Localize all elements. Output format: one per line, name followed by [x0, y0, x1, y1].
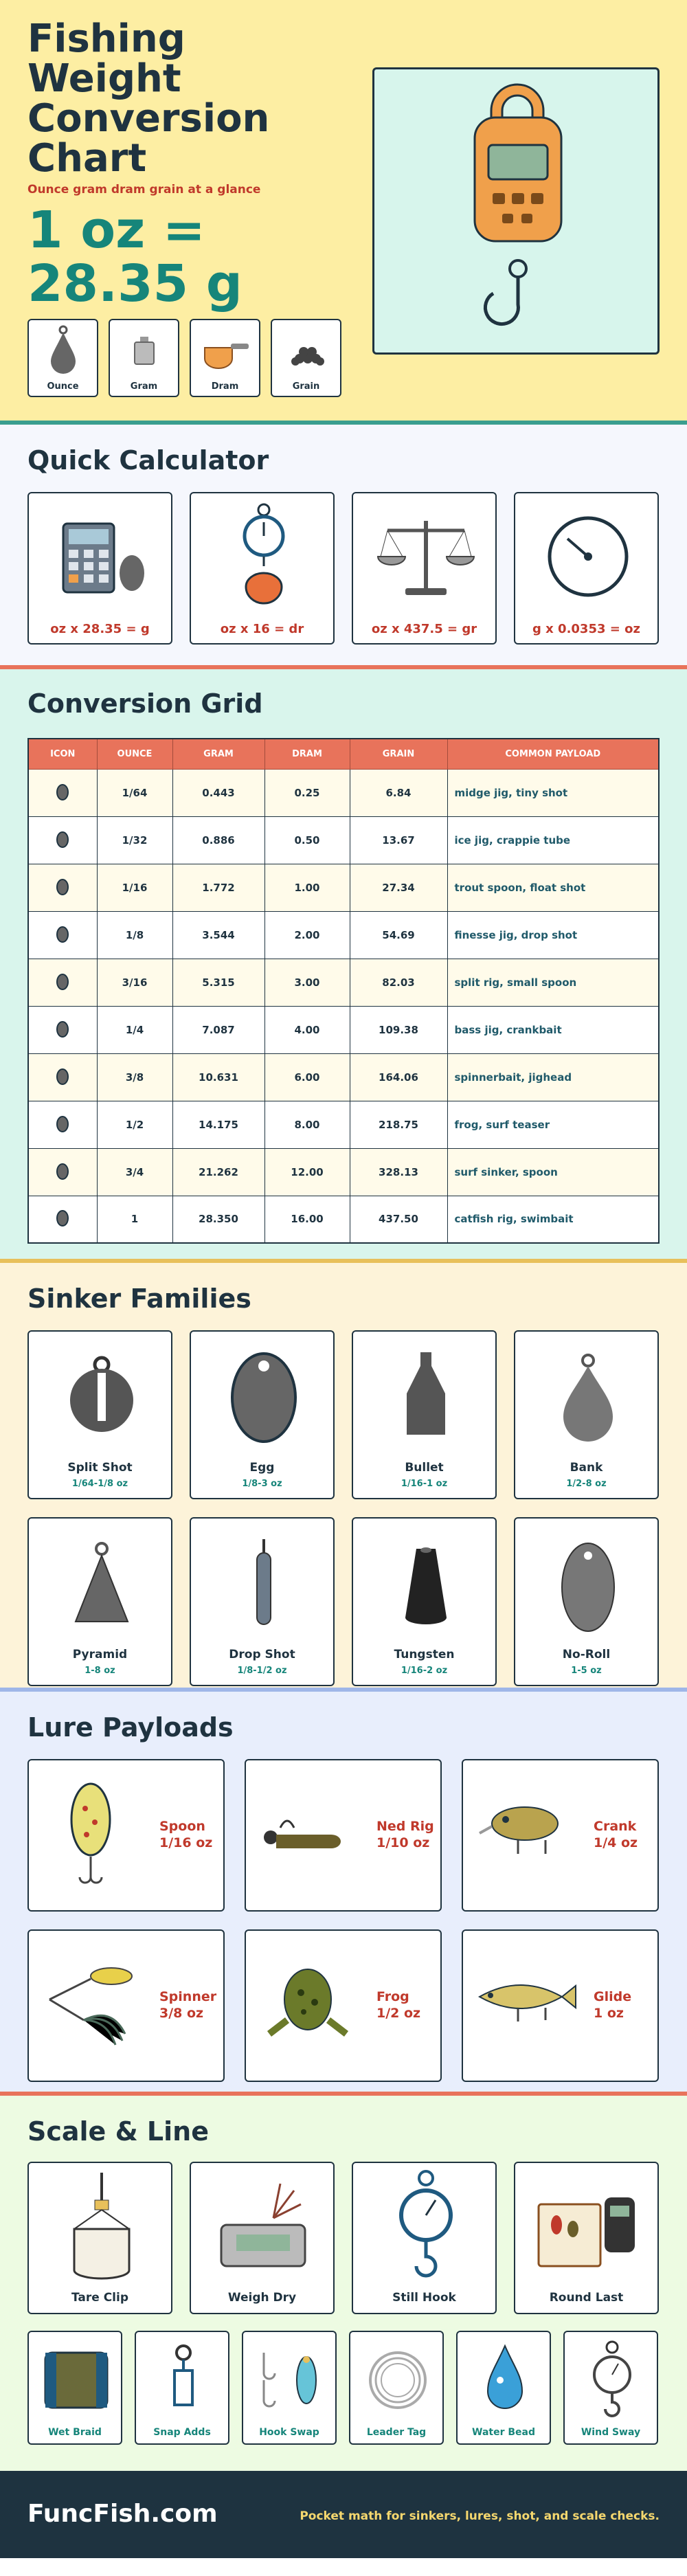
conversion-table: [27, 738, 660, 1244]
formula-text: oz x 437.5 = gr: [371, 622, 477, 636]
lure-card-glide[interactable]: [462, 1929, 659, 2082]
table-row: [28, 911, 659, 959]
sinker-range: 1/16-2 oz: [401, 1666, 448, 1676]
table-row: [28, 1196, 659, 1243]
sinker-range: 1/16-1 oz: [401, 1479, 448, 1489]
tip-card-wind-sway[interactable]: [563, 2331, 658, 2445]
row-icon-cell: [28, 816, 97, 864]
shot-icon: [52, 781, 73, 802]
tip-label: Hook Swap: [259, 2427, 319, 2438]
sinker-name: Drop Shot: [229, 1648, 295, 1661]
lure-name: Ned Rig: [376, 1819, 434, 1834]
tip-card-water-bead[interactable]: [456, 2331, 551, 2445]
hanging-scale-small-icon: [565, 2332, 660, 2421]
value-cell: 8.00: [264, 1101, 350, 1148]
value-cell: 109.38: [350, 1006, 447, 1053]
lure-card-frog[interactable]: [245, 1929, 442, 2082]
value-cell: 0.50: [264, 816, 350, 864]
pyramid-sinker-icon: [52, 1161, 73, 1181]
tip-card-still-hook[interactable]: [352, 2162, 497, 2314]
formula-text: oz x 28.35 = g: [50, 622, 150, 636]
value-cell: 6.84: [350, 769, 447, 816]
value-cell: 16.00: [264, 1196, 350, 1243]
calculator-section: [0, 425, 687, 669]
teardrop-weight-icon: [29, 320, 98, 375]
column-header: COMMON PAYLOAD: [447, 739, 659, 769]
sinker-card-bullet[interactable]: [352, 1330, 497, 1499]
lure-name: Glide: [594, 1989, 632, 2004]
formula-card-grams[interactable]: [27, 492, 172, 645]
payload-cell: trout spoon, float shot: [447, 864, 659, 911]
balance-scale-icon: [353, 493, 498, 610]
row-icon-cell: [28, 1101, 97, 1148]
payload-cell: midge jig, tiny shot: [447, 769, 659, 816]
table-row: [28, 959, 659, 1006]
sinker-name: Egg: [249, 1461, 275, 1475]
unit-card-grain[interactable]: [271, 319, 341, 397]
unit-label: Ounce: [47, 381, 79, 392]
hanging-scale-icon: [353, 2163, 498, 2287]
tip-card-round-last[interactable]: [514, 2162, 659, 2314]
sinker-card-egg[interactable]: [190, 1330, 335, 1499]
lure-weight: 1/10 oz: [376, 1835, 430, 1850]
value-cell: 1.00: [264, 864, 350, 911]
sinker-range: 1-8 oz: [85, 1666, 115, 1676]
unit-label: Gram: [130, 381, 158, 392]
column-header: GRAM: [172, 739, 264, 769]
egg-sinker-icon: [191, 1332, 336, 1455]
sinker-families-section: [0, 1263, 687, 1692]
sinker-range: 1/8-3 oz: [242, 1479, 282, 1489]
lure-title: Lure Payloads: [27, 1712, 234, 1743]
value-cell: 14.175: [172, 1101, 264, 1148]
value-cell: 1/32: [97, 816, 172, 864]
grain-pile-icon: [272, 320, 341, 375]
hero-subtitle: Ounce gram dram grain at a glance: [27, 183, 261, 197]
water-drop-lure-icon: [458, 2332, 552, 2421]
sinker-range: 1/64-1/8 oz: [71, 1479, 128, 1489]
sinker-card-tungsten[interactable]: [352, 1517, 497, 1686]
tip-card-snap-adds[interactable]: [135, 2331, 229, 2445]
lure-name: Spinner: [159, 1989, 217, 2004]
tip-label: Leader Tag: [366, 2427, 427, 2438]
sinker-card-drop-shot[interactable]: [190, 1517, 335, 1686]
hero-headline: 1 oz = 28.35 g: [27, 201, 243, 313]
drop-shot-sinker-icon: [191, 1519, 336, 1642]
snap-swivel-icon: [136, 2332, 231, 2421]
payload-cell: finesse jig, drop shot: [447, 911, 659, 959]
formula-text: oz x 16 = dr: [220, 622, 304, 636]
tip-card-leader-tag[interactable]: [349, 2331, 444, 2445]
jig-icon: [52, 829, 73, 849]
lure-card-spoon[interactable]: [27, 1759, 225, 1912]
hero-section: [0, 0, 687, 425]
table-row: [28, 1053, 659, 1101]
measuring-scoop-icon: [191, 320, 260, 375]
sinker-title: Sinker Families: [27, 1284, 251, 1314]
lure-name: Frog: [376, 1989, 409, 2004]
sinker-name: Bullet: [405, 1461, 444, 1475]
value-cell: 54.69: [350, 911, 447, 959]
digital-scale-icon: [374, 69, 662, 357]
value-cell: 164.06: [350, 1053, 447, 1101]
sinker-range: 1-5 oz: [571, 1666, 602, 1676]
lure-name: Spoon: [159, 1819, 205, 1834]
value-cell: 1/2: [97, 1101, 172, 1148]
tip-card-weigh-dry[interactable]: [190, 2162, 335, 2314]
grid-title: Conversion Grid: [27, 688, 263, 719]
spinner-lure-icon: [29, 1931, 153, 2082]
payload-cell: spinnerbait, jighead: [447, 1053, 659, 1101]
tip-label: Water Bead: [472, 2427, 535, 2438]
column-header: ICON: [28, 739, 97, 769]
formula-card-grains[interactable]: [352, 492, 497, 645]
value-cell: 0.886: [172, 816, 264, 864]
conversion-grid-section: [0, 669, 687, 1263]
value-cell: 5.315: [172, 959, 264, 1006]
bank-sinker-icon: [515, 1332, 660, 1455]
split-shot-icon: [29, 1332, 174, 1455]
tip-label: Round Last: [549, 2291, 624, 2305]
value-cell: 218.75: [350, 1101, 447, 1148]
value-cell: 0.443: [172, 769, 264, 816]
table-row: [28, 1101, 659, 1148]
value-cell: 27.34: [350, 864, 447, 911]
spring-scale-icon: [191, 493, 336, 610]
value-cell: 3.00: [264, 959, 350, 1006]
spoon-lure-icon: [29, 1760, 153, 1912]
lure-weight: 1/2 oz: [376, 2006, 421, 2021]
catfish-sinker-icon: [52, 1207, 73, 1228]
digital-scale-illustration: [372, 67, 660, 355]
sinker-card-pyramid[interactable]: [27, 1517, 172, 1686]
value-cell: 21.262: [172, 1148, 264, 1196]
crankbait-lure-icon: [463, 1760, 587, 1912]
glide-bait-lure-icon: [463, 1931, 587, 2082]
column-header: GRAIN: [350, 739, 447, 769]
value-cell: 13.67: [350, 816, 447, 864]
no-roll-sinker-icon: [515, 1519, 660, 1642]
value-cell: 2.00: [264, 911, 350, 959]
unit-card-ounce[interactable]: [27, 319, 98, 397]
pyramid-sinker-icon: [29, 1519, 174, 1642]
calculator-icon: [29, 493, 174, 610]
notebook-and-scale-icon: [515, 2163, 660, 2287]
footer-tagline: Pocket math for sinkers, lures, shot, and scale checks.: [300, 2509, 660, 2523]
table-row: [28, 1148, 659, 1196]
column-header: DRAM: [264, 739, 350, 769]
value-cell: 3/4: [97, 1148, 172, 1196]
page-title: Fishing Weight Conversion Chart: [27, 16, 270, 181]
table-row: [28, 769, 659, 816]
tip-label: Still Hook: [392, 2291, 456, 2305]
value-cell: 3/16: [97, 959, 172, 1006]
lure-weight: 1 oz: [594, 2006, 624, 2021]
hooks-and-lure-icon: [243, 2332, 338, 2421]
tip-label: Wet Braid: [48, 2427, 102, 2438]
sinker-name: Pyramid: [72, 1648, 128, 1661]
scale-line-section: [0, 2096, 687, 2471]
calculator-title: Quick Calculator: [27, 445, 269, 475]
formula-text: g x 0.0353 = oz: [532, 622, 640, 636]
sinker-name: Tungsten: [394, 1648, 455, 1661]
value-cell: 3.544: [172, 911, 264, 959]
unit-label: Grain: [292, 381, 320, 392]
tip-label: Wind Sway: [581, 2427, 641, 2438]
payload-cell: frog, surf teaser: [447, 1101, 659, 1148]
ned-rig-lure-icon: [246, 1760, 370, 1912]
table-row: [28, 864, 659, 911]
row-icon-cell: [28, 959, 97, 1006]
frog-lure-icon: [246, 1931, 370, 2082]
frog-icon: [52, 1113, 73, 1134]
sinker-card-no-roll[interactable]: [514, 1517, 659, 1686]
payload-cell: bass jig, crankbait: [447, 1006, 659, 1053]
value-cell: 1/16: [97, 864, 172, 911]
row-icon-cell: [28, 1148, 97, 1196]
spinnerbait-icon: [52, 1066, 73, 1086]
sinker-range: 1/8-1/2 oz: [237, 1666, 287, 1676]
sinker-card-bank[interactable]: [514, 1330, 659, 1499]
value-cell: 3/8: [97, 1053, 172, 1101]
value-cell: 6.00: [264, 1053, 350, 1101]
sinker-card-split-shot[interactable]: [27, 1330, 172, 1499]
value-cell: 0.25: [264, 769, 350, 816]
value-cell: 28.350: [172, 1196, 264, 1243]
sinker-name: Bank: [570, 1461, 603, 1475]
spoon-icon: [52, 876, 73, 897]
leader-coil-icon: [350, 2332, 445, 2421]
unit-card-dram[interactable]: [190, 319, 260, 397]
sinker-name: No-Roll: [562, 1648, 611, 1661]
lure-weight: 1/4 oz: [594, 1835, 638, 1850]
row-icon-cell: [28, 864, 97, 911]
value-cell: 12.00: [264, 1148, 350, 1196]
lure-card-spinner[interactable]: [27, 1929, 225, 2082]
value-cell: 437.50: [350, 1196, 447, 1243]
value-cell: 7.087: [172, 1006, 264, 1053]
tip-label: Weigh Dry: [227, 2291, 297, 2305]
payload-cell: surf sinker, spoon: [447, 1148, 659, 1196]
row-icon-cell: [28, 1053, 97, 1101]
value-cell: 1/4: [97, 1006, 172, 1053]
value-cell: 1.772: [172, 864, 264, 911]
payload-cell: catfish rig, swimbait: [447, 1196, 659, 1243]
unit-card-gram[interactable]: [109, 319, 179, 397]
row-icon-cell: [28, 1196, 97, 1243]
sinker-range: 1/2-8 oz: [566, 1479, 607, 1489]
tip-label: Tare Clip: [71, 2291, 128, 2305]
table-row: [28, 1006, 659, 1053]
row-icon-cell: [28, 769, 97, 816]
sinker-name: Split Shot: [67, 1461, 133, 1475]
tungsten-sinker-icon: [353, 1519, 498, 1642]
gauge-icon: [515, 493, 660, 610]
tip-card-hook-swap[interactable]: [242, 2331, 337, 2445]
payload-cell: split rig, small spoon: [447, 959, 659, 1006]
line-spool-icon: [29, 2332, 124, 2421]
lure-card-ned-rig[interactable]: [245, 1759, 442, 1912]
value-cell: 328.13: [350, 1148, 447, 1196]
round-sinker-icon: [52, 923, 73, 944]
bass-jig-icon: [52, 1018, 73, 1039]
formula-card-ounces[interactable]: [514, 492, 659, 645]
bullet-sinker-icon: [353, 1332, 498, 1455]
tip-card-tare-clip[interactable]: [27, 2162, 172, 2314]
value-cell: 1/8: [97, 911, 172, 959]
value-cell: 4.00: [264, 1006, 350, 1053]
tip-card-wet-braid[interactable]: [27, 2331, 122, 2445]
formula-card-drams[interactable]: [190, 492, 335, 645]
value-cell: 1: [97, 1196, 172, 1243]
unit-label: Dram: [211, 381, 239, 392]
payload-cell: ice jig, crappie tube: [447, 816, 659, 864]
column-header: OUNCE: [97, 739, 172, 769]
value-cell: 1/64: [97, 769, 172, 816]
scale-line-title: Scale & Line: [27, 2116, 209, 2147]
lure-payloads-section: [0, 1692, 687, 2096]
small-weight-icon: [110, 320, 179, 375]
lure-card-crank[interactable]: [462, 1759, 659, 1912]
digital-kitchen-scale-icon: [191, 2163, 336, 2287]
value-cell: 10.631: [172, 1053, 264, 1101]
lure-weight: 1/16 oz: [159, 1835, 213, 1850]
footer: [0, 2471, 687, 2558]
tare-clip-icon: [29, 2163, 174, 2287]
footer-brand-link[interactable]: FuncFish.com: [27, 2500, 218, 2528]
value-cell: 82.03: [350, 959, 447, 1006]
row-icon-cell: [28, 911, 97, 959]
table-row: [28, 816, 659, 864]
lure-weight: 3/8 oz: [159, 2006, 204, 2021]
teardrop-sinker-icon: [52, 971, 73, 992]
lure-name: Crank: [594, 1819, 637, 1834]
row-icon-cell: [28, 1006, 97, 1053]
tip-label: Snap Adds: [153, 2427, 211, 2438]
